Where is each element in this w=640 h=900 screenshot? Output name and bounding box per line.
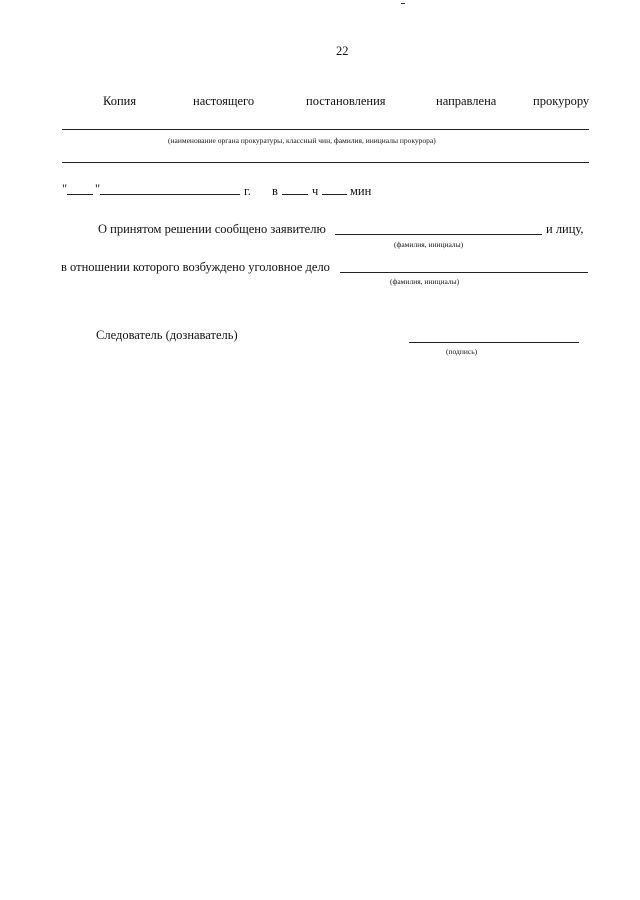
minutes-fill-line[interactable] (322, 194, 347, 195)
person-fill-line[interactable] (340, 272, 588, 273)
date-quote-open: " (62, 182, 68, 196)
page-number: 22 (336, 44, 349, 58)
copy-word-2: настоящего (193, 94, 255, 108)
month-year-fill-line[interactable] (100, 194, 240, 195)
day-fill-line[interactable] (67, 194, 93, 195)
signature-fill-line[interactable] (409, 342, 579, 343)
year-suffix: г. (244, 184, 251, 198)
hour-label: ч (312, 184, 319, 198)
copy-word-1: Копия (103, 94, 137, 108)
copy-word-5: прокурору (533, 94, 590, 108)
criminal-case-text: в отношении которого возбуждено уголовное дело (61, 260, 330, 274)
investigator-label: Следователь (дознаватель) (96, 328, 238, 342)
prosecutor-fill-line[interactable] (62, 129, 589, 130)
hour-fill-line[interactable] (282, 194, 308, 195)
prosecutor-fill-line-2[interactable] (62, 162, 589, 163)
decision-text-and-person: и лицу, (546, 222, 584, 236)
copy-word-4: направлена (436, 94, 497, 108)
signature-caption: (подпись) (446, 347, 478, 356)
minutes-label: мин (350, 184, 372, 198)
date-quote-close: " (95, 182, 101, 196)
decision-text: О принятом решении сообщено заявителю (98, 222, 326, 236)
applicant-caption: (фамилия, инициалы) (394, 240, 464, 249)
person-caption: (фамилия, инициалы) (390, 277, 460, 286)
time-at-label: в (272, 184, 278, 198)
applicant-fill-line[interactable] (335, 234, 542, 235)
copy-word-3: постановления (306, 94, 386, 108)
prosecutor-caption: (наименование органа прокуратуры, классный чин, фамилия, инициалы прокурора) (168, 136, 436, 145)
scan-artifact-mark (401, 0, 405, 4)
